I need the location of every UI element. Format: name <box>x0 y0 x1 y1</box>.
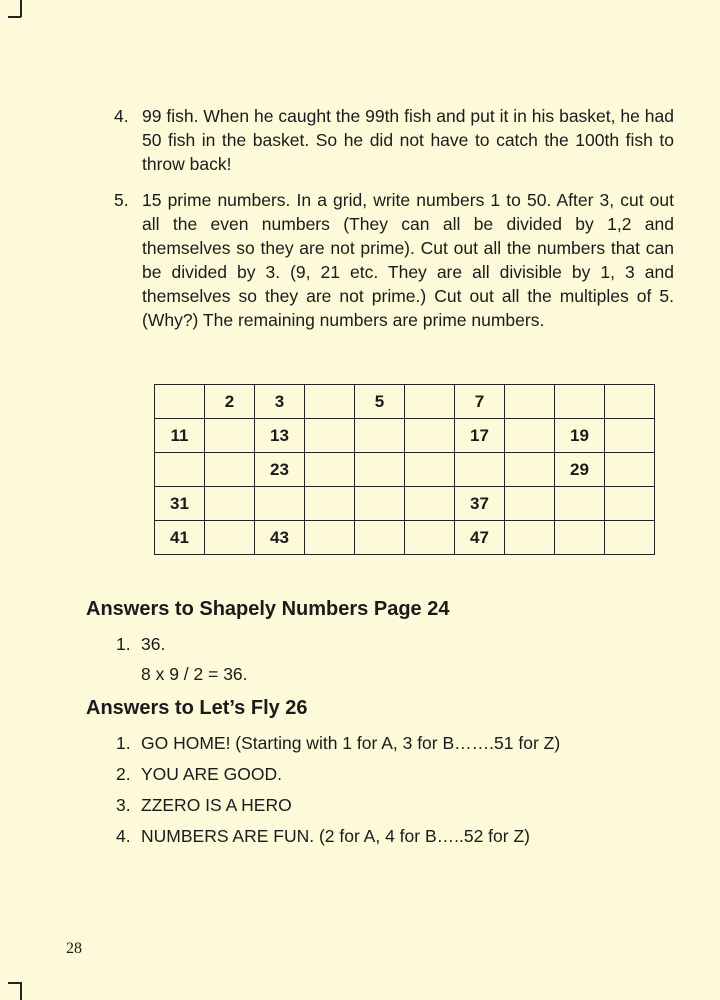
grid-cell <box>505 453 555 487</box>
grid-cell <box>505 487 555 521</box>
prime-grid <box>154 384 655 555</box>
answers-list <box>114 104 674 344</box>
grid-row <box>155 521 655 555</box>
grid-cell <box>305 419 355 453</box>
grid-cell <box>405 521 455 555</box>
grid-cell: 19 <box>555 419 605 453</box>
grid-cell: 43 <box>255 521 305 555</box>
item-number: 1. <box>116 634 131 654</box>
crop-mark-bottom-left-h <box>8 982 21 984</box>
grid-cell <box>505 521 555 555</box>
grid-cell <box>355 453 405 487</box>
grid-cell <box>555 521 605 555</box>
item-text: 99 fish. When he caught the 99th fish and put it in his basket, he had 50 fish in the basket. So he did not have to catch the 100th fish to throw back! <box>142 106 674 174</box>
grid-cell <box>605 521 655 555</box>
grid-cell <box>355 521 405 555</box>
grid-cell <box>605 487 655 521</box>
page-number: 28 <box>66 940 82 957</box>
grid-cell: 7 <box>455 385 505 419</box>
grid-cell <box>405 487 455 521</box>
item-text: 8 x 9 / 2 = 36. <box>141 664 248 684</box>
item-number: 2. <box>116 764 131 784</box>
grid-cell <box>305 385 355 419</box>
item-text: NUMBERS ARE FUN. (2 for A, 4 for B…..52 for Z) <box>141 826 530 846</box>
grid-cell <box>305 487 355 521</box>
grid-cell <box>405 385 455 419</box>
item-number: 5. <box>114 190 129 210</box>
grid-cell <box>605 419 655 453</box>
grid-cell <box>505 419 555 453</box>
item-number: 1. <box>116 733 131 753</box>
grid-cell <box>205 453 255 487</box>
grid-cell <box>555 487 605 521</box>
list-item <box>116 662 248 686</box>
grid-cell <box>505 385 555 419</box>
grid-cell: 5 <box>355 385 405 419</box>
grid-cell <box>155 453 205 487</box>
item-number: 4. <box>114 106 129 126</box>
grid-cell <box>355 487 405 521</box>
grid-cell <box>605 453 655 487</box>
grid-row <box>155 487 655 521</box>
grid-cell <box>355 419 405 453</box>
list-item <box>116 632 248 656</box>
shapely-answer <box>116 632 248 686</box>
item-number: 4. <box>116 826 131 846</box>
crop-mark-top-left-h <box>8 16 21 18</box>
grid-cell <box>555 385 605 419</box>
grid-cell <box>205 487 255 521</box>
grid-row <box>155 385 655 419</box>
grid-cell <box>455 453 505 487</box>
shapely-heading: Answers to Shapely Numbers Page 24 <box>86 598 450 620</box>
grid-cell <box>305 453 355 487</box>
grid-cell: 2 <box>205 385 255 419</box>
crop-mark-top-left <box>20 0 22 17</box>
list-item <box>116 824 560 848</box>
fly-heading: Answers to Let’s Fly 26 <box>86 697 308 719</box>
item-text: 36. <box>141 634 166 654</box>
grid-cell: 47 <box>455 521 505 555</box>
grid-cell <box>255 487 305 521</box>
answer-item-4 <box>114 104 674 176</box>
grid-cell <box>155 385 205 419</box>
grid-cell <box>405 453 455 487</box>
grid-cell <box>605 385 655 419</box>
grid-cell: 17 <box>455 419 505 453</box>
list-item <box>116 762 560 786</box>
grid-row <box>155 419 655 453</box>
grid-cell: 11 <box>155 419 205 453</box>
grid-cell: 29 <box>555 453 605 487</box>
grid-cell <box>305 521 355 555</box>
grid-cell: 37 <box>455 487 505 521</box>
fly-answers <box>116 731 560 848</box>
grid-cell: 41 <box>155 521 205 555</box>
list-item <box>116 793 560 817</box>
grid-cell: 31 <box>155 487 205 521</box>
answer-item-5 <box>114 188 674 332</box>
crop-mark-bottom-left <box>20 982 22 1000</box>
grid-cell: 23 <box>255 453 305 487</box>
list-item <box>116 731 560 755</box>
grid-cell <box>205 521 255 555</box>
item-text: 15 prime numbers. In a grid, write numbers 1 to 50. After 3, cut out all the even numbers (They can all be divided by 1,2 and themselves so they are not prime). Cut out all the numbers that can be divided by 3. (9, 21 etc. They are all divisible by 1, 3 and themselves so they are not prime.) Cut out all the multiples of 5. (Why?) The remaining numbers are prime numbers. <box>142 190 674 330</box>
item-text: GO HOME! (Starting with 1 for A, 3 for B…….51 for Z) <box>141 733 561 753</box>
grid-row <box>155 453 655 487</box>
grid-cell <box>405 419 455 453</box>
item-text: ZZERO IS A HERO <box>141 795 292 815</box>
item-number: 3. <box>116 795 131 815</box>
grid-cell <box>205 419 255 453</box>
grid-cell: 13 <box>255 419 305 453</box>
item-text: YOU ARE GOOD. <box>141 764 282 784</box>
grid-cell: 3 <box>255 385 305 419</box>
